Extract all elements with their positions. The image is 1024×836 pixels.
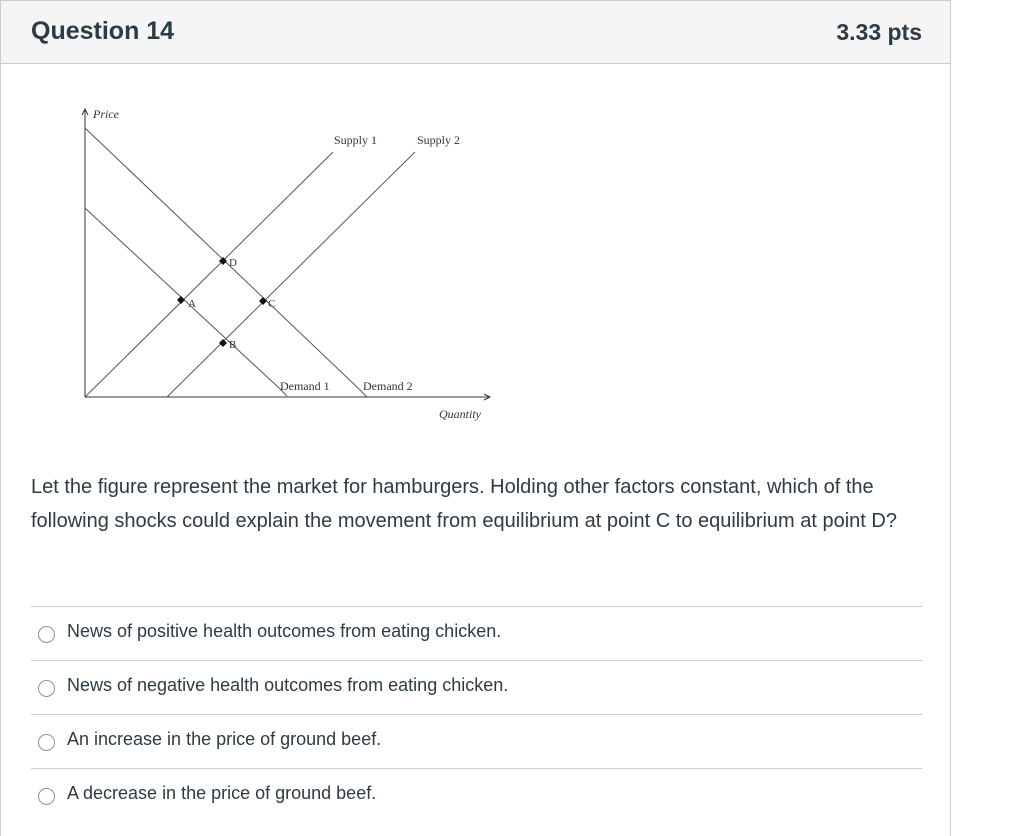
answer-option[interactable] <box>31 606 922 660</box>
answer-list <box>31 606 922 822</box>
answer-option[interactable] <box>31 714 922 768</box>
radio-button[interactable] <box>38 626 55 643</box>
radio-button[interactable] <box>38 788 55 805</box>
point-d-label: D <box>229 257 237 269</box>
demand-2-label: Demand 2 <box>363 379 413 393</box>
supply-2-curve <box>167 152 415 397</box>
answer-label[interactable]: An increase in the price of ground beef. <box>67 729 382 749</box>
answer-option[interactable] <box>31 768 922 822</box>
point-a-label: A <box>188 298 196 310</box>
point-a-marker <box>177 296 185 304</box>
answer-label[interactable]: News of positive health outcomes from eating chicken. <box>67 621 502 641</box>
point-c-label: C <box>268 298 276 310</box>
radio-button[interactable] <box>38 680 55 697</box>
question-title: Question 14 <box>31 17 175 45</box>
answer-label[interactable]: News of negative health outcomes from eating chicken. <box>67 675 509 695</box>
point-b-label: B <box>229 339 237 351</box>
supply-demand-figure <box>75 100 505 430</box>
answer-option[interactable] <box>31 660 922 714</box>
question-header <box>1 0 950 64</box>
demand-2-curve <box>85 128 358 388</box>
y-axis-label: Price <box>93 107 119 121</box>
demand-1-label: Demand 1 <box>280 379 330 393</box>
x-axis-label: Quantity <box>439 407 481 421</box>
supply-1-curve <box>85 152 333 397</box>
radio-button[interactable] <box>38 734 55 751</box>
point-b-marker <box>219 339 227 347</box>
answer-label[interactable]: A decrease in the price of ground beef. <box>67 783 377 803</box>
point-c-marker <box>259 297 267 305</box>
question-points: 3.33 pts <box>836 19 922 45</box>
supply-1-label: Supply 1 <box>334 133 378 147</box>
supply-2-label: Supply 2 <box>417 133 461 147</box>
question-prompt: Let the figure represent the market for hamburgers. Holding other factors constant, which of the following shocks could explain the movement from equilibrium at point C to equilibrium at point D? <box>31 476 897 532</box>
